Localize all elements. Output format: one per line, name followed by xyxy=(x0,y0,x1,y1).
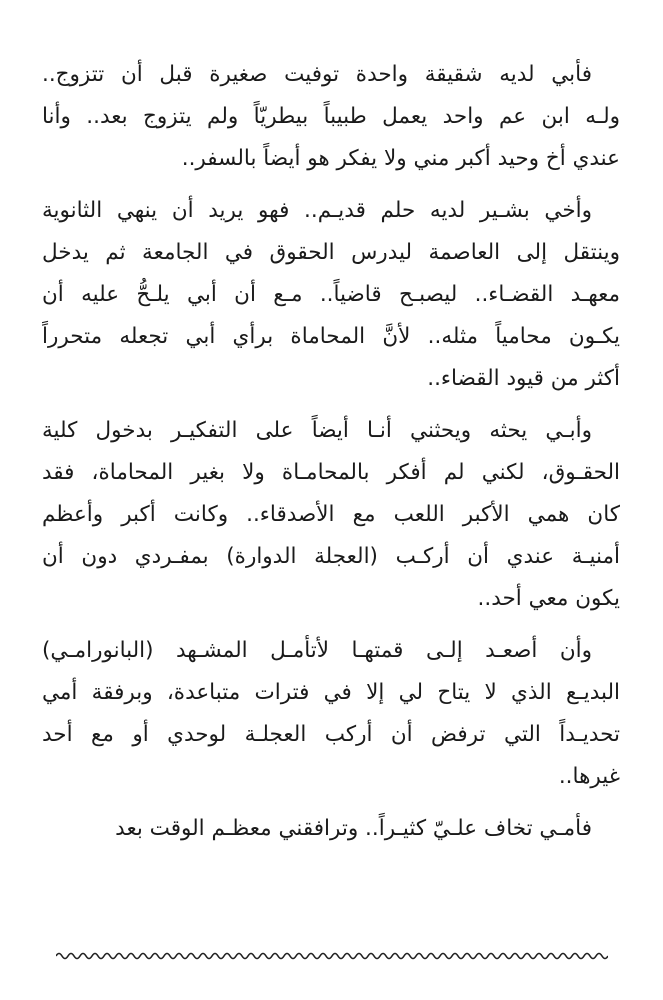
paragraph-1 xyxy=(42,54,620,180)
text-line: أمنيـة عندي أن أركـب (العجلة الدوارة) بمفـردي دون أن xyxy=(42,544,620,569)
book-page-text xyxy=(42,54,620,860)
wavy-line xyxy=(56,954,608,959)
paragraph-5 xyxy=(42,808,620,850)
text-line: فأمـي تخاف علـيّ كثيـراً.. وترافقني معظـم الوقت بعد xyxy=(115,816,592,841)
text-line: فأبي لديه شقيقة واحدة توفيت صغيرة قبل أن تتزوج.. xyxy=(42,62,592,87)
text-line: يكون معي أحد.. xyxy=(477,586,620,611)
text-line: عندي أخ وحيد أكبر مني ولا يفكر هو أيضاً بالسفر.. xyxy=(181,146,620,171)
text-line: وأن أصعـد إلـى قمتهـا لأتأمـل المشـهد (البانورامـي) xyxy=(42,638,592,663)
text-line: تحديـداً التي ترفض أن أركب العجلـة لوحدي أو مع أحد xyxy=(42,722,620,747)
wavy-divider xyxy=(56,950,608,962)
text-line: يكـون محامياً مثله.. لأنَّ المحاماة برأي أبي تجعله متحرراً xyxy=(42,324,620,349)
text-line: كان همي الأكبر اللعب مع الأصدقاء.. وكانت أكبر وأعظم xyxy=(42,502,620,527)
text-line: وينتقل إلى العاصمة ليدرس الحقوق في الجامعة ثم يدخل xyxy=(42,240,620,265)
text-line: وأخي بشـير لديه حلم قديـم.. فهو يريد أن ينهي الثانوية xyxy=(42,198,592,223)
text-line: وأبـي يحثه ويحثني أنـا أيضاً على التفكيـر بدخول كلية xyxy=(42,418,592,443)
text-line: الحقـوق، لكني لم أفكر بالمحامـاة ولا بغير المحاماة، فقد xyxy=(42,460,620,485)
text-line: ولـه ابن عم واحد يعمل طبيباً بيطريّاً ولم يتزوج بعد.. وأنا xyxy=(42,104,620,129)
paragraph-4 xyxy=(42,630,620,798)
text-line: معهـد القضـاء.. ليصبـح قاضياً.. مـع أن أبي يلـحُّ عليه أن xyxy=(42,282,620,307)
text-line: أكثر من قيود القضاء.. xyxy=(427,366,620,391)
text-line: غيرها.. xyxy=(558,764,620,789)
text-line: البديـع الذي لا يتاح لي إلا في فترات متباعدة، وبرفقة أمي xyxy=(42,680,620,705)
paragraph-2 xyxy=(42,190,620,400)
paragraph-3 xyxy=(42,410,620,620)
